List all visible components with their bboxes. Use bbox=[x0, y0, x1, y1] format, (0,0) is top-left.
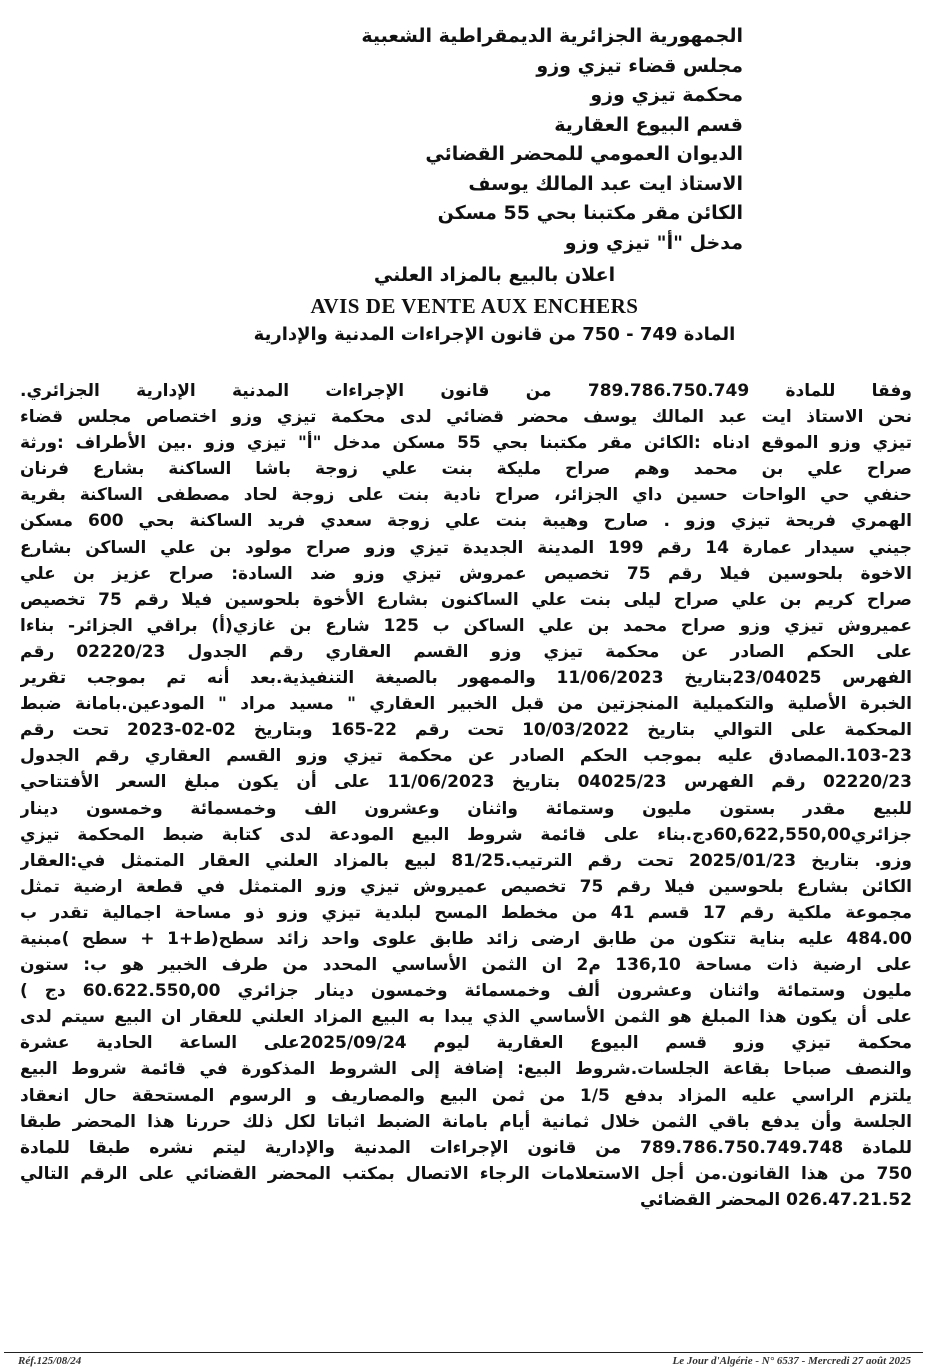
body-line: 484.00 عليه بناية تتكون من طابق ارضى زائد طابق علوى واحد زائد سطح(ط+1 + سطح )مبنية bbox=[20, 928, 912, 949]
body-line: مجموعة ملكية رقم 17 قسم 41 من مخطط المسح لبلدية تيزي وزو ذو مساحة اجمالية تقدر ب bbox=[20, 902, 912, 923]
notice-body bbox=[20, 378, 912, 1213]
page-footer bbox=[0, 1355, 949, 1369]
body-line: المحكمة على التوالي بتاريخ 10/03/2022 تحت رقم 22-165 وبتاريخ 02-02-2023 تحت رقم bbox=[20, 720, 912, 741]
body-line: 026.47.21.52 المحضر القضائي bbox=[639, 1189, 912, 1210]
body-line: على ارضية ذات مساحة 136,10 م2 ان الثمن الأساسي المحدد من طرف الخبير هو ب: ستون bbox=[20, 955, 912, 976]
body-line: 750 من هذا القانون.من أجل الاستعلامات الرجاء الاتصال بمكتب المحضر القضائي على الرقم التالي bbox=[20, 1163, 912, 1184]
body-line: الاخوة بلحوسين فيلا رقم 75 تخصيص عمروش تيزي وزو ضد السادة: صراح عزيز بن علي bbox=[20, 563, 912, 584]
body-line: حنفي حي الواحات حسين داي الجزائر، صراح نادية بنت على زوجة لحاد مصطفى الساكنة بقرية bbox=[20, 485, 912, 506]
body-line: والنصف صباحا بقاعة الجلسات.شروط البيع: إضافة إلى الشروط المذكورة في قائمة شروط البيع bbox=[20, 1059, 912, 1080]
body-line: 02220/23 رقم الفهرس 04025/23 بتاريخ 11/06/2023 على أن يكون مبلغ السعر الأفتتاحي bbox=[20, 772, 912, 793]
body-line: يلتزم الراسي عليه المزاد بدفع 1/5 من ثمن البيع والمصاريف و الرسوم المستحقة حال انعقاد bbox=[20, 1085, 912, 1106]
body-line: وزو. بتاريخ 2025/01/23 تحت رقم الترتيب.81/25 لبيع بالمزاد العلني العقار المتمثل في:العقار bbox=[20, 850, 912, 871]
body-line: 103-23.المصادق عليه بموجب الحكم الصادر عن محكمة تيزي وزو القسم العقاري رقم الجدول bbox=[20, 746, 912, 767]
header-line: الكائن مقر مكتبنا بحي 55 مسكن bbox=[437, 202, 743, 224]
title-article: المادة 749 - 750 من قانون الإجراءات المدنية والإدارية bbox=[253, 324, 736, 345]
body-line: جزائري60,622,550,00دج.بناء على قائمة شروط البيع المودعة لدى كتابة ضبط المحكمة تيزي bbox=[20, 824, 912, 845]
reference-number: Réf.125/08/24 bbox=[18, 1355, 82, 1367]
body-line: على أن يكون هذا المبلغ هو الثمن الأساسي الذي يبدا به البيع المزاد العلني للعقار ان البيع سيتم لدى bbox=[20, 1007, 912, 1028]
body-line: على الحكم الصادر عن محكمة تيزي وزو القسم العقاري رقم الجدول 02220/23 رقم bbox=[20, 641, 912, 662]
title-french: AVIS DE VENTE AUX ENCHERS bbox=[310, 294, 639, 318]
header-line: الجمهورية الجزائرية الديمقراطية الشعبية bbox=[361, 25, 743, 47]
header-line: مدخل "أ" تيزي وزو bbox=[564, 231, 743, 254]
body-line: محكمة تيزي وزو قسم البيوع العقارية ليوم 2025/09/24على الساعة الحادية عشرة bbox=[20, 1033, 912, 1054]
body-line: مليون وستمائة واثنان وعشرون ألف وخمسمائة وخمسون دينار جزائري 60.622.550,00 دج ) bbox=[20, 981, 912, 1002]
body-line: تيزي وزو الموقع ادناه :الكائن مقر مكتبنا بحي 55 مسكن مدخل "أ" تيزي وزو .بين الأطراف :ورثة bbox=[20, 433, 912, 454]
title-arabic: اعلان بالبيع بالمزاد العلني bbox=[373, 264, 616, 286]
court-header bbox=[361, 22, 743, 258]
body-line: الهمري فريحة تيزي وزو . صارح وهيبة بنت علي زوجة سعدي فريد الساكنة بحي 600 مسكن bbox=[20, 511, 912, 532]
header-line: الاستاذ ايت عبد المالك يوسف bbox=[468, 172, 743, 195]
body-line: الكائن بشارع بلحوسين فيلا رقم 75 تخصيص عميروش تيزي وزو المتمثل في قطعة ارضية تمثل bbox=[20, 876, 912, 897]
body-line: وفقا للمادة 789.786.750.749 من قانون الإجراءات المدنية الإدارية الجزائري. bbox=[20, 381, 912, 401]
body-line: الجلسة وأن يدفع باقي الثمن خلال ثمانية أيام بامانة الضبط اثباتا لكل ذلك حررنا هذا المحضر طبقا bbox=[20, 1111, 912, 1132]
header-line: الديوان العمومي للمحضر القضائي bbox=[425, 143, 743, 165]
body-line: الفهرس 23/04025بتاريخ 11/06/2023 والممهور بالصيغة التنفيذية.بعد أنه تم بموجب تقرير bbox=[20, 668, 912, 689]
body-line: نحن الاستاذ ايت عبد المالك يوسف محضر قضائي لدى محكمة تيزي وزو اختصاص مجلس قضاء bbox=[20, 407, 912, 428]
journal-info: Le Jour d'Algérie - N° 6537 - Mercredi 27 août 2025 bbox=[672, 1355, 911, 1367]
body-line: للمادة 789.786.750.749.748 من قانون الإجراءات المدنية والإدارية ليتم نشره طبقا للمادة bbox=[20, 1137, 912, 1158]
body-line: عميروش تيزي وزو صراح محمد بن علي الساكن ب 125 شارع بن غازي(أ) براقي الجزائر- بناءا bbox=[20, 615, 912, 636]
body-line: جيني سيدار عمارة 14 رقم 199 المدينة الجديدة تيزي وزو صراح مولود بن علي الساكن بشارع bbox=[20, 537, 912, 558]
body-line: الخبرة الأصلية والتكميلية المنجزتين من قبل الخبير العقاري " مسيد مراد " المودعين.بامانة ضبط bbox=[20, 694, 912, 715]
header-line: مجلس قضاء تيزي وزو bbox=[536, 54, 743, 77]
body-line: للبيع مقدر بستون مليون وستمائة واثنان وعشرون الف وخمسمائة وخمسون دينار bbox=[20, 798, 912, 819]
header-line: محكمة تيزي وزو bbox=[590, 84, 743, 106]
body-line: صراح علي بن محمد وهم صراح مليكة بنت علي زوجة باشا الساكنة بشارع فرنان bbox=[20, 459, 912, 480]
body-line: صراح كريم بن علي صراح ليلى بنت علي الساكنون بشارع الأخوة بلحوسين فيلا رقم 75 تخصيص bbox=[20, 589, 912, 610]
footer-divider bbox=[4, 1352, 923, 1353]
header-line: قسم البيوع العقارية bbox=[554, 113, 743, 136]
